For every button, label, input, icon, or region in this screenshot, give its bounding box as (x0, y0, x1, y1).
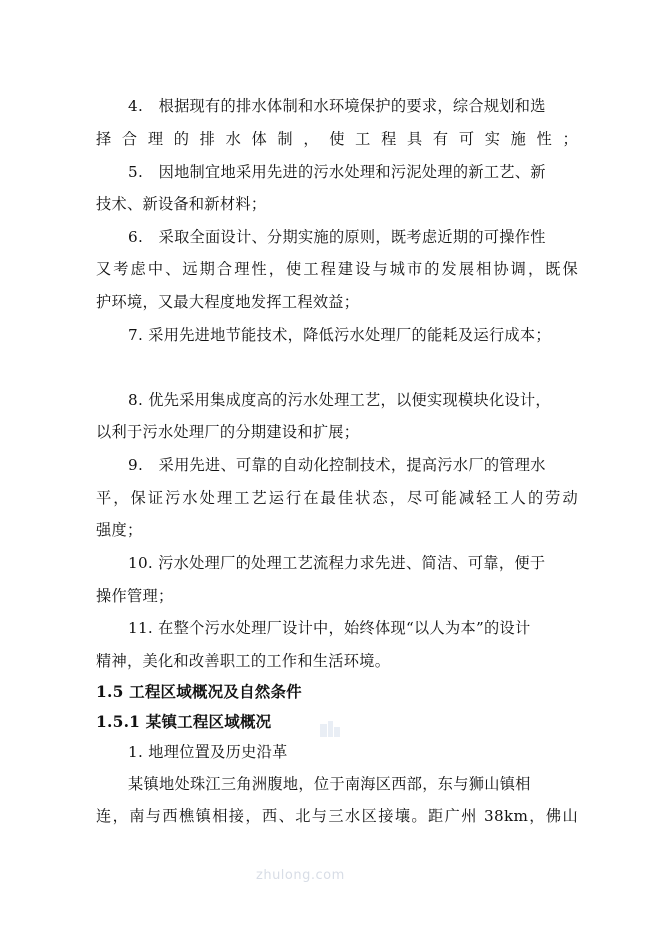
subsection-heading: 1.5.1 某镇工程区域概况 (96, 712, 272, 731)
paragraph-5-line-2: 技术、新设备和新材料； (96, 195, 267, 213)
paragraph-5-line-1: 5. 因地制宜地采用先进的污水处理和污泥处理的新工艺、新 (128, 163, 546, 181)
paragraph-8-line-1: 8. 优先采用集成度高的污水处理工艺，以便实现模块化设计， (128, 391, 551, 409)
paragraph-10-line-1: 10. 污水处理厂的处理工艺流程力求先进、简洁、可靠，便于 (128, 554, 546, 572)
paragraph-9-line-1: 9. 采用先进、可靠的自动化控制技术，提高污水厂的管理水 (128, 456, 546, 474)
paragraph-11-line-1: 11. 在整个污水处理厂设计中，始终体现“以人为本”的设计 (128, 619, 531, 637)
body-line-2: 连，南与西樵镇相接，西、北与三水区接壤。距广州 38km，佛山 (96, 807, 578, 825)
paragraph-6-line-1: 6. 采取全面设计、分期实施的原则，既考虑近期的可操作性 (128, 228, 546, 246)
paragraph-6-line-3: 护环境，又最大程度地发挥工程效益； (96, 293, 360, 311)
paragraph-10-line-2: 操作管理； (96, 587, 174, 605)
body-line-1: 某镇地处珠江三角洲腹地，位于南海区西部，东与狮山镇相 (128, 775, 531, 793)
paragraph-7-line-1: 7. 采用先进地节能技术，降低污水处理厂的能耗及运行成本； (128, 326, 551, 344)
paragraph-9-line-3: 强度； (96, 521, 143, 539)
sub-item-title: 1. 地理位置及历史沿革 (128, 743, 288, 761)
paragraph-11-line-2: 精神，美化和改善职工的工作和生活环境。 (96, 652, 391, 670)
paragraph-9-line-2: 平，保证污水处理工艺运行在最佳状态，尽可能减轻工人的劳动 (96, 489, 578, 507)
paragraph-8-line-2: 以利于污水处理厂的分期建设和扩展； (96, 423, 360, 441)
watermark-text: zhulong.com (256, 868, 345, 883)
watermark-logo-icon (318, 719, 342, 741)
section-heading: 1.5 工程区域概况及自然条件 (96, 682, 302, 701)
paragraph-4-line-1: 4. 根据现有的排水体制和水环境保护的要求，综合规划和选 (128, 97, 546, 115)
paragraph-4-line-2: 择合理的排水体制，使工程具有可实施性； (96, 130, 578, 148)
paragraph-6-line-2: 又考虑中、远期合理性，使工程建设与城市的发展相协调，既保 (96, 260, 578, 278)
